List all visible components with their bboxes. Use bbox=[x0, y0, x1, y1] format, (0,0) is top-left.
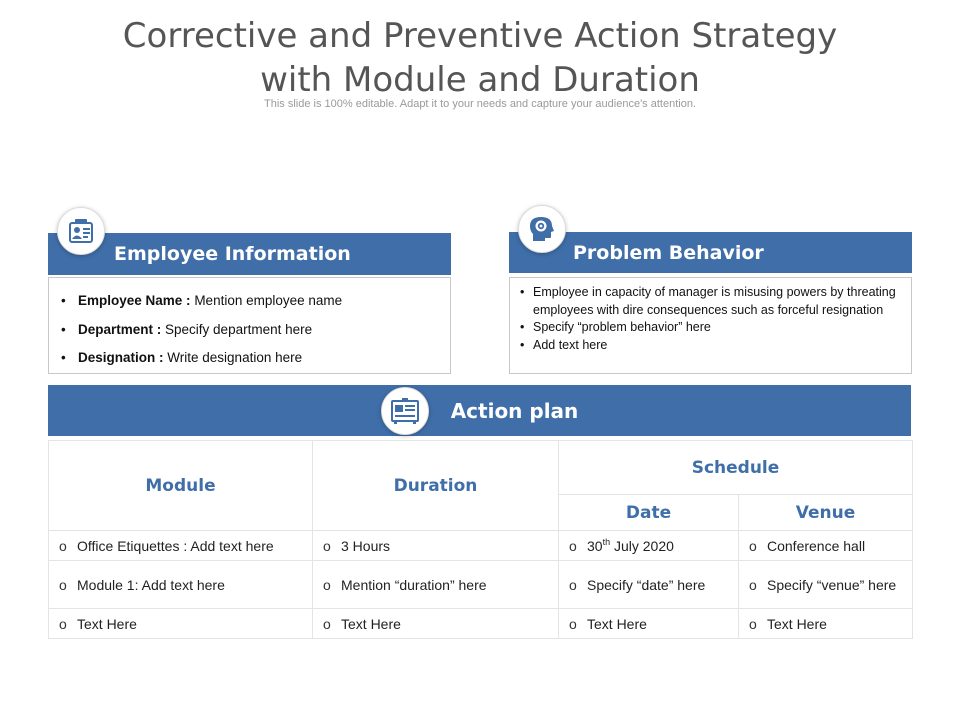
slide-title bbox=[0, 14, 960, 102]
problem-behavior-header bbox=[509, 232, 912, 273]
date-rest: July 2020 bbox=[610, 537, 674, 554]
head-gear-icon bbox=[518, 205, 566, 253]
cell-date bbox=[559, 531, 739, 561]
cell-text: Conference hall bbox=[767, 537, 866, 554]
department-item bbox=[59, 321, 450, 350]
department-label: Department : bbox=[78, 321, 162, 337]
column-header-duration: Duration bbox=[313, 441, 559, 531]
cell-text: Text Here bbox=[77, 615, 137, 632]
cell-text: 3 Hours bbox=[341, 537, 391, 554]
cell-module bbox=[49, 561, 313, 609]
column-header-module: Module bbox=[49, 441, 313, 531]
id-card-icon bbox=[57, 207, 105, 255]
table-header-row bbox=[49, 441, 913, 495]
problem-item-1: • Employee in capacity of manager is misusing powers by threating employees with dire consequences such as forceful resignation bbox=[518, 284, 901, 319]
cell-text: Specify “venue” here bbox=[767, 576, 897, 593]
table-row bbox=[49, 531, 913, 561]
bullet-circle: o bbox=[569, 615, 577, 632]
cell-text: Specify “date” here bbox=[587, 576, 706, 593]
bullet-circle: o bbox=[569, 576, 577, 593]
employee-name-item bbox=[59, 292, 450, 321]
bullet-circle: o bbox=[59, 615, 67, 632]
action-plan-header bbox=[48, 385, 911, 436]
cell-date bbox=[559, 561, 739, 609]
cell-venue bbox=[739, 561, 913, 609]
cell-text: Text Here bbox=[341, 615, 401, 632]
action-plan-title: Action plan bbox=[450, 398, 579, 423]
bullet-circle: o bbox=[749, 576, 757, 593]
slide-subtitle: This slide is 100% editable. Adapt it to your needs and capture your audience's attention. bbox=[264, 98, 696, 110]
cell-text: Office Etiquettes : Add text here bbox=[77, 537, 274, 554]
cell-duration bbox=[313, 609, 559, 639]
column-header-venue: Venue bbox=[739, 495, 913, 531]
cell-text: Text Here bbox=[767, 615, 827, 632]
designation-item bbox=[59, 349, 450, 378]
table-row bbox=[49, 609, 913, 639]
cell-text: Mention “duration” here bbox=[341, 576, 487, 593]
column-header-date: Date bbox=[559, 495, 739, 531]
designation-value: Write designation here bbox=[167, 350, 303, 365]
bullet-circle: o bbox=[59, 537, 67, 554]
cell-text: Text Here bbox=[587, 615, 647, 632]
column-header-schedule: Schedule bbox=[559, 441, 913, 495]
date-day: 30 bbox=[587, 537, 603, 554]
problem-behavior-title: Problem Behavior bbox=[573, 241, 764, 264]
cell-module bbox=[49, 531, 313, 561]
employee-info-header bbox=[48, 233, 451, 275]
table-row bbox=[49, 561, 913, 609]
cell-date bbox=[559, 609, 739, 639]
title-line-1: Corrective and Preventive Action Strategy bbox=[122, 16, 838, 56]
bullet-circle: o bbox=[59, 576, 67, 593]
cell-module bbox=[49, 609, 313, 639]
bullet-circle: o bbox=[749, 615, 757, 632]
employee-info-body bbox=[48, 277, 451, 374]
bullet-circle: o bbox=[323, 576, 331, 593]
problem-item-3: • Add text here bbox=[518, 337, 901, 355]
bullet-circle: o bbox=[323, 537, 331, 554]
problem-behavior-body bbox=[509, 277, 912, 374]
title-line-2: with Module and Duration bbox=[260, 60, 700, 100]
date-ordinal: th bbox=[602, 536, 611, 547]
designation-label: Designation : bbox=[78, 350, 164, 365]
cell-text: Module 1: Add text here bbox=[77, 576, 225, 593]
bullet-circle: o bbox=[749, 537, 757, 554]
action-plan-table bbox=[48, 440, 913, 639]
employee-info-title: Employee Information bbox=[114, 243, 351, 265]
bullet-circle: o bbox=[569, 537, 577, 554]
employee-name-value: Mention employee name bbox=[194, 293, 343, 308]
cell-duration bbox=[313, 561, 559, 609]
problem-item-2: • Specify “problem behavior” here bbox=[518, 319, 901, 337]
cell-venue bbox=[739, 609, 913, 639]
cell-venue bbox=[739, 531, 913, 561]
department-value: Specify department here bbox=[165, 321, 313, 337]
employee-name-label: Employee Name : bbox=[78, 293, 191, 308]
cell-duration bbox=[313, 531, 559, 561]
bullet-circle: o bbox=[323, 615, 331, 632]
plan-board-icon bbox=[381, 387, 429, 435]
